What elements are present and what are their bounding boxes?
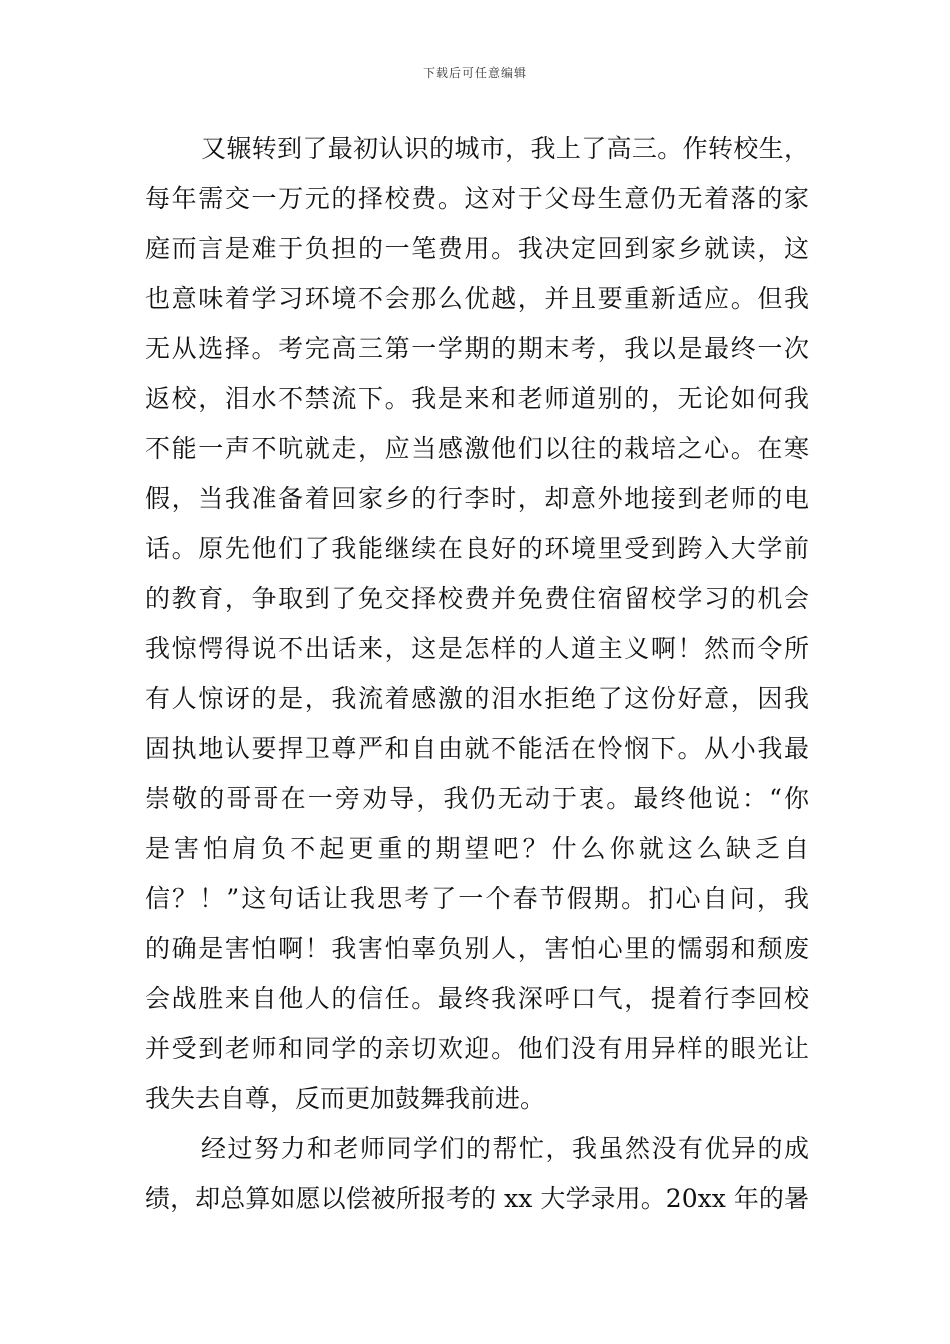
text-line: 假，当我准备着回家乡的行李时，却意外地接到老师的电 [145, 484, 809, 513]
text-line: 无从选择。考完高三第一学期的期末考，我以是最终一次 [145, 334, 809, 363]
text-line: 也意味着学习环境不会那么优越，并且要重新适应。但我 [145, 284, 809, 313]
text-line: 是害怕肩负不起更重的期望吧？什么你就这么缺乏自 [145, 834, 809, 863]
document-body [145, 124, 809, 1224]
text-line: 不能一声不吭就走，应当感激他们以往的栽培之心。在寒 [145, 434, 809, 463]
text-line: 我失去自尊，反而更加鼓舞我前进。 [145, 1084, 546, 1113]
text-line: 会战胜来自他人的信任。最终我深呼口气，提着行李回校 [145, 984, 809, 1013]
text-line: 有人惊讶的是，我流着感激的泪水拒绝了这份好意，因我 [145, 684, 809, 713]
text-line: 固执地认要捍卫尊严和自由就不能活在怜悯下。从小我最 [145, 734, 809, 763]
text-line: 话。原先他们了我能继续在良好的环境里受到跨入大学前 [145, 534, 809, 563]
paragraph-2 [145, 1124, 809, 1224]
text-line: 的教育，争取到了免交择校费并免费住宿留校学习的机会 [145, 584, 809, 613]
text-line: 经过努力和老师同学们的帮忙，我虽然没有优异的成 [201, 1134, 809, 1163]
text-line: 庭而言是难于负担的一笔费用。我决定回到家乡就读，这 [145, 234, 809, 263]
text-line: 崇敬的哥哥在一旁劝导，我仍无动于衷。最终他说：“你 [145, 784, 809, 813]
text-line: 的确是害怕啊！我害怕辜负别人，害怕心里的懦弱和颓废 [145, 934, 809, 963]
text-line: 我惊愕得说不出话来，这是怎样的人道主义啊！然而令所 [145, 634, 809, 663]
page-header: 下载后可任意编辑 [422, 66, 527, 80]
text-line: 每年需交一万元的择校费。这对于父母生意仍无着落的家 [145, 184, 809, 213]
text-line: 绩，却总算如愿以偿被所报考的 xx 大学录用。20xx 年的暑 [145, 1184, 809, 1213]
text-line: 并受到老师和同学的亲切欢迎。他们没有用异样的眼光让 [145, 1034, 809, 1063]
paragraph-1 [145, 124, 809, 1124]
text-line: 信？！”这句话让我思考了一个春节假期。扪心自问，我 [145, 884, 809, 913]
text-line: 又辗转到了最初认识的城市，我上了高三。作转校生， [201, 134, 809, 163]
text-line: 返校，泪水不禁流下。我是来和老师道别的，无论如何我 [145, 384, 809, 413]
